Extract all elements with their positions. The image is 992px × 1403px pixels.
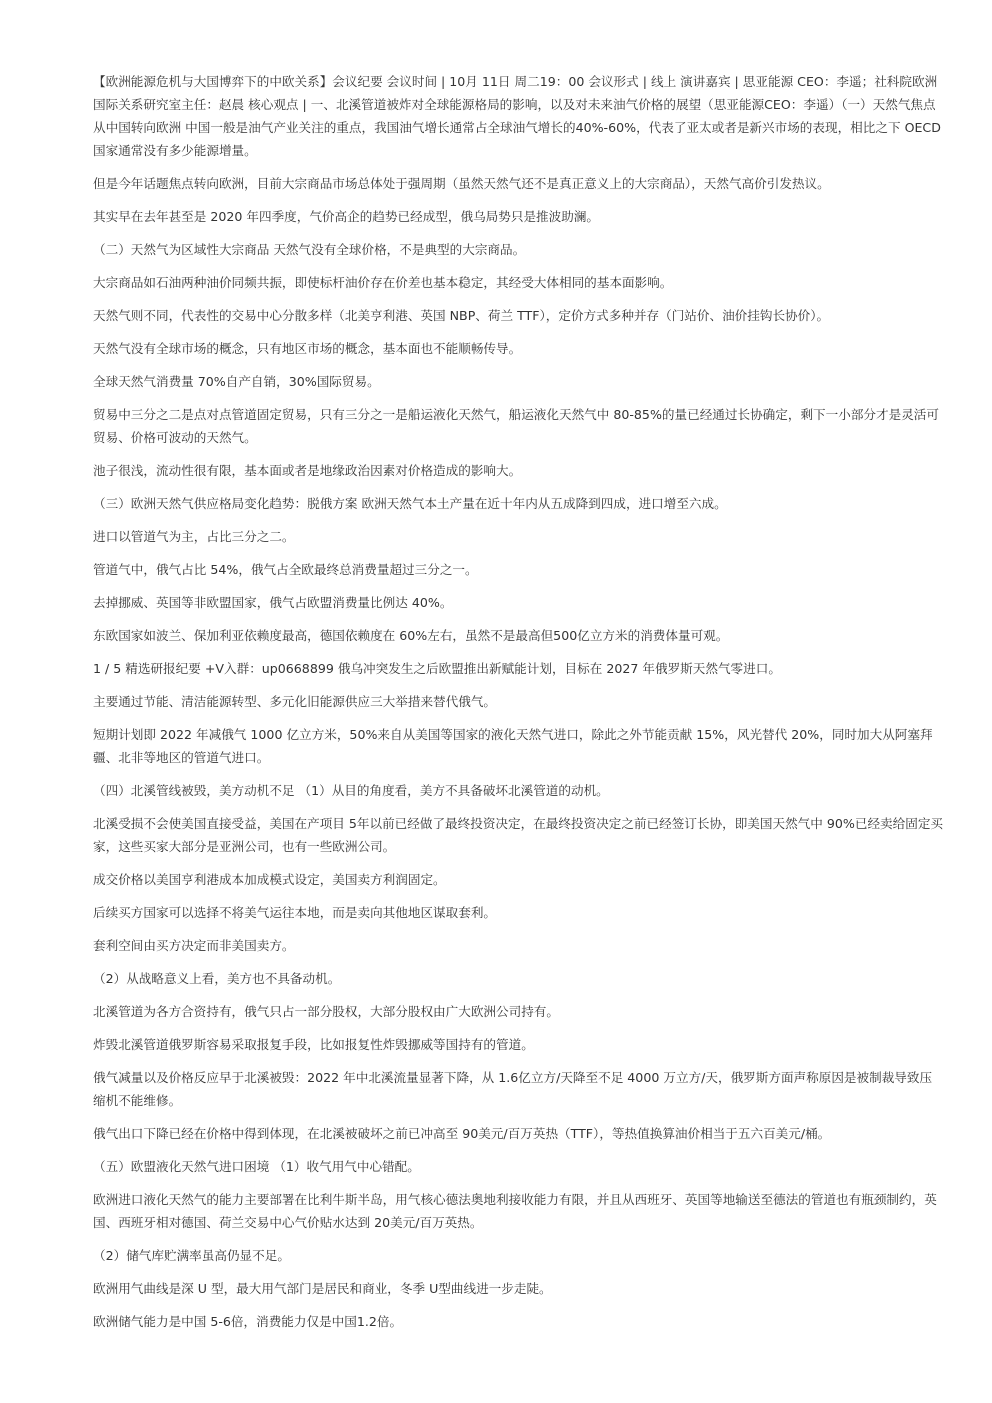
paragraph: 去掉挪威、英国等非欧盟国家，俄气占欧盟消费量比例达 40%。 xyxy=(93,595,453,610)
paragraph: 欧洲用气曲线是深 U 型，最大用气部门是居民和商业，冬季 U型曲线进一步走陡。 xyxy=(93,1281,552,1296)
paragraph: 贸易中三分之二是点对点管道固定贸易，只有三分之一是船运液化天然气，船运液化天然气中 80-85%的量已经通过长协确定，剩下一小部分才是灵活可贸易、价格可波动的天然气。 xyxy=(93,407,939,445)
paragraph: 短期计划即 2022 年减俄气 1000 亿立方米，50%来自从美国等国家的液化天然气进口，除此之外节能贡献 15%，风光替代 20%，同时加大从阿塞拜疆、北非等地区的管道气进口。 xyxy=(93,727,933,765)
paragraph: 其实早在去年甚至是 2020 年四季度，气价高企的趋势已经成型，俄乌局势只是推波助澜。 xyxy=(93,209,600,224)
paragraph: 成交价格以美国亨利港成本加成模式设定，美国卖方利润固定。 xyxy=(93,872,446,887)
paragraph: 北溪管道为各方合资持有，俄气只占一部分股权，大部分股权由广大欧洲公司持有。 xyxy=(93,1004,559,1019)
paragraph: 进口以管道气为主，占比三分之二。 xyxy=(93,529,295,544)
paragraph: 东欧国家如波兰、保加利亚依赖度最高，德国依赖度在 60%左右，虽然不是最高但500亿立方米的消费体量可观。 xyxy=(93,628,729,643)
paragraph-meeting-header: 【欧洲能源危机与大国博弈下的中欧关系】会议纪要 会议时间 | 10月 11日 周二19：00 会议形式 | 线上 演讲嘉宾 | 思亚能源 CEO：李遥；社科院欧洲国际关系研究室主任：赵晨 核心观点 | 一、北溪管道被炸对全球能源格局的影响，以及对未来油气价格的展望（思亚能源CEO：李遥）（一）天然气焦点从中国转向欧洲 中国一般是油气产业关注的重点，我国油气增长通常占全球油气增长的40%-60%，代表了亚太或者是新兴市场的表现，相比之下 OECD国家通常没有多少能源增量。 xyxy=(93,74,941,158)
section-heading: （五）欧盟液化天然气进口困境 （1）收气用气中心错配。 xyxy=(93,1159,420,1174)
paragraph: 北溪受损不会使美国直接受益，美国在产项目 5年以前已经做了最终投资决定，在最终投资决定之前已经签订长协，即美国天然气中 90%已经卖给固定买家，这些买家大部分是亚洲公司，也有一些欧洲公司。 xyxy=(93,816,944,854)
sub-heading: （2）储气库贮满率虽高仍显不足。 xyxy=(93,1248,290,1263)
paragraph: 后续买方国家可以选择不将美气运往本地，而是卖向其他地区谋取套利。 xyxy=(93,905,496,920)
sub-heading: （2）从战略意义上看，美方也不具备动机。 xyxy=(93,971,341,986)
paragraph: 俄气出口下降已经在价格中得到体现，在北溪被破坏之前已冲高至 90美元/百万英热（TTF），等热值换算油价相当于五六百美元/桶。 xyxy=(93,1126,831,1141)
paragraph: 但是今年话题焦点转向欧洲，目前大宗商品市场总体处于强周期（虽然天然气还不是真正意义上的大宗商品），天然气高价引发热议。 xyxy=(93,176,830,191)
paragraph: 俄气减量以及价格反应早于北溪被毁：2022 年中北溪流量显著下降，从 1.6亿立方/天降至不足 4000 万立方/天，俄罗斯方面声称原因是被制裁导致压缩机不能维修。 xyxy=(93,1070,933,1108)
paragraph: 天然气没有全球市场的概念，只有地区市场的概念，基本面也不能顺畅传导。 xyxy=(93,341,522,356)
section-heading: （二）天然气为区域性大宗商品 天然气没有全球价格，不是典型的大宗商品。 xyxy=(93,242,526,257)
paragraph: 炸毁北溪管道俄罗斯容易采取报复手段，比如报复性炸毁挪威等国持有的管道。 xyxy=(93,1037,534,1052)
section-heading: （四）北溪管线被毁，美方动机不足 （1）从目的角度看，美方不具备破坏北溪管道的动机。 xyxy=(93,783,609,798)
paragraph: 全球天然气消费量 70%自产自销，30%国际贸易。 xyxy=(93,374,380,389)
paragraph: 管道气中，俄气占比 54%，俄气占全欧最终总消费量超过三分之一。 xyxy=(93,562,478,577)
paragraph: 欧洲进口液化天然气的能力主要部署在比利牛斯半岛，用气核心德法奥地利接收能力有限，并且从西班牙、英国等地输送至德法的管道也有瓶颈制约，英国、西班牙相对德国、荷兰交易中心气价贴水达到 20美元/百万英热。 xyxy=(93,1192,937,1230)
paragraph: 池子很浅，流动性很有限，基本面或者是地缘政治因素对价格造成的影响大。 xyxy=(93,463,522,478)
section-heading: （三）欧洲天然气供应格局变化趋势：脱俄方案 欧洲天然气本土产量在近十年内从五成降到四成，进口增至六成。 xyxy=(93,496,727,511)
paragraph: 欧洲储气能力是中国 5-6倍，消费能力仅是中国1.2倍。 xyxy=(93,1314,403,1329)
paragraph: 套利空间由买方决定而非美国卖方。 xyxy=(93,938,295,953)
paragraph: 大宗商品如石油两种油价同频共振，即使标杆油价存在价差也基本稳定，其经受大体相同的基本面影响。 xyxy=(93,275,673,290)
paragraph: 主要通过节能、清洁能源转型、多元化旧能源供应三大举措来替代俄气。 xyxy=(93,694,496,709)
paragraph: 天然气则不同，代表性的交易中心分散多样（北美亨利港、英国 NBP、荷兰 TTF），定价方式多种并存（门站价、油价挂钩长协价）。 xyxy=(93,308,830,323)
paragraph-page-marker: 1 / 5 精选研报纪要 +V入群：up0668899 俄乌冲突发生之后欧盟推出新赋能计划，目标在 2027 年俄罗斯天然气零进口。 xyxy=(93,661,781,676)
